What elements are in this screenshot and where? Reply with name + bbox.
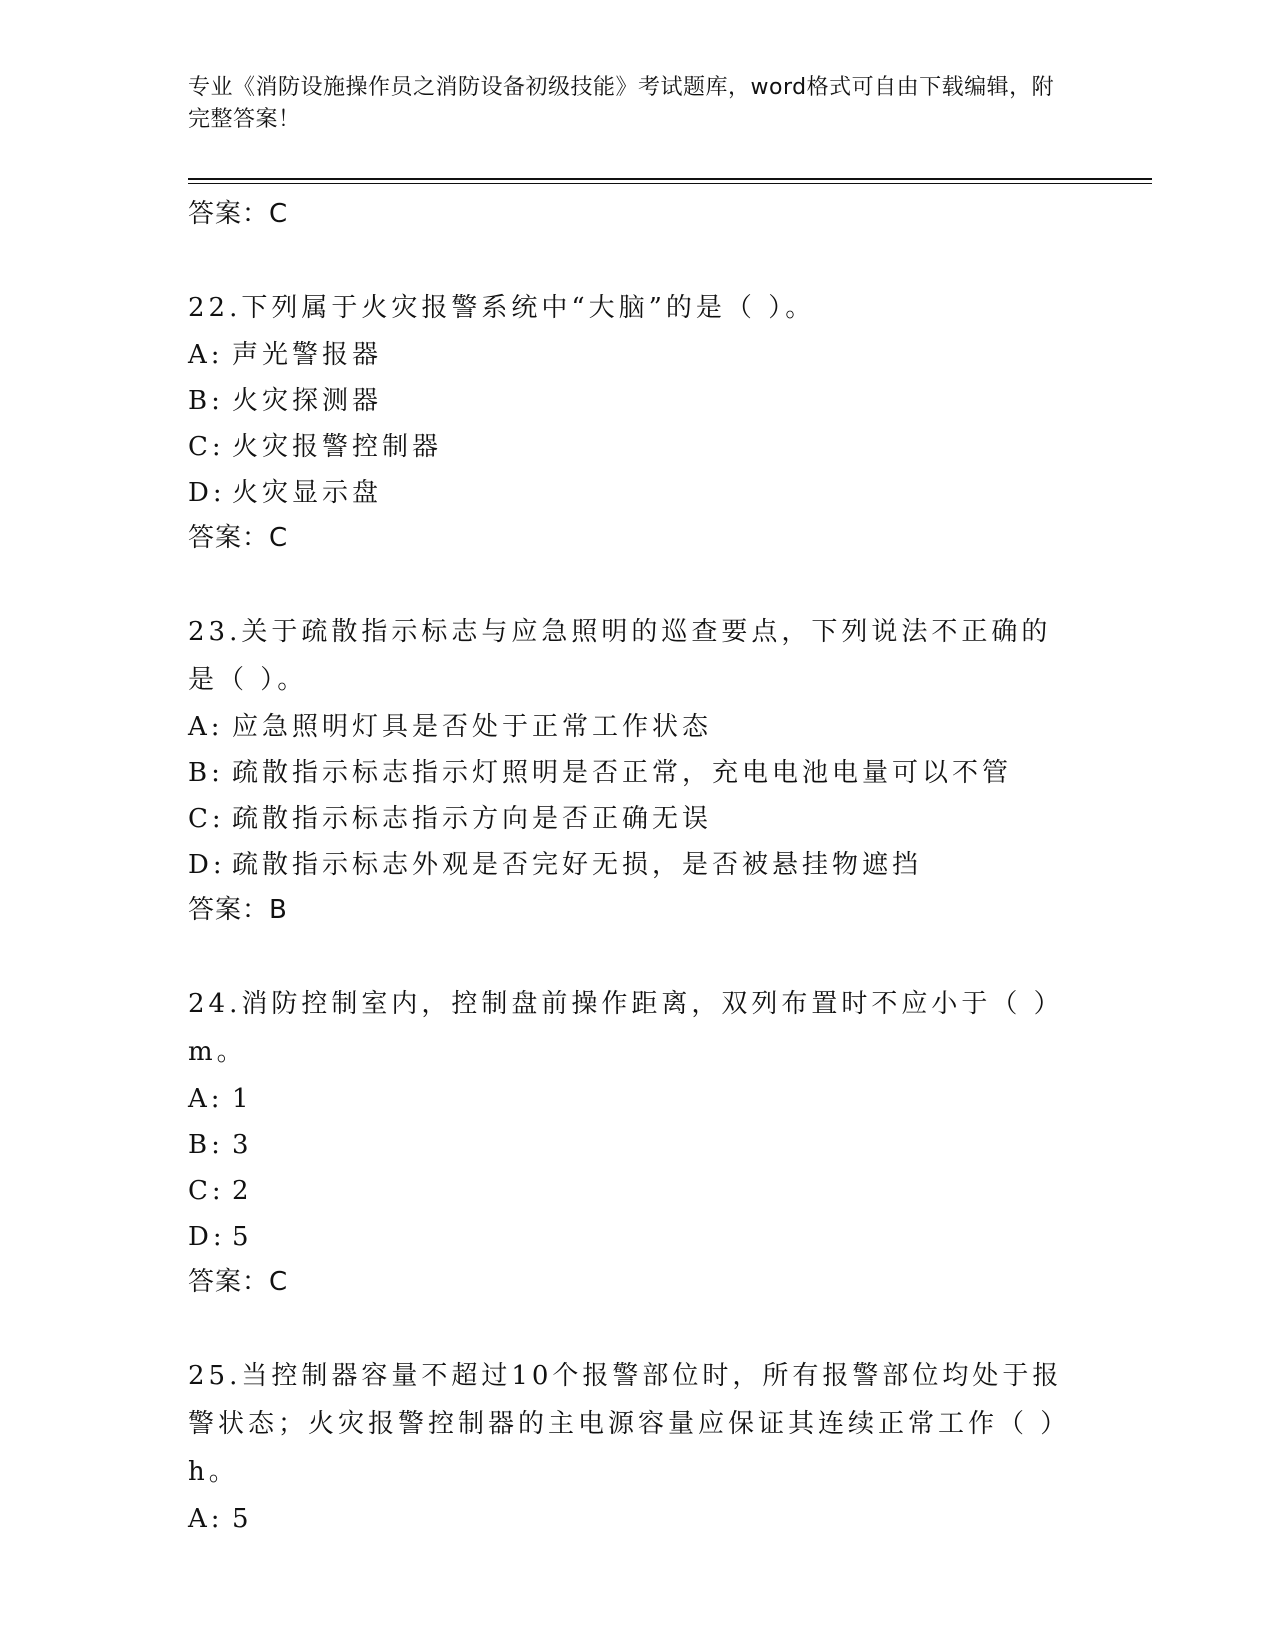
option-letter: C: [188, 804, 225, 834]
option-letter: B: [188, 386, 224, 416]
option-a [188, 332, 1088, 378]
option-letter: C: [188, 1176, 225, 1206]
answer-line: 答案：C [188, 523, 289, 553]
option-text: 2 [232, 1176, 253, 1206]
option-text: 疏散指示标志外观是否完好无损，是否被悬挂物遮挡 [232, 850, 923, 880]
question-stem: 22.下列属于火灾报警系统中“大脑”的是（ ）。 [188, 293, 816, 323]
option-a [188, 1496, 1088, 1542]
option-c [188, 796, 1088, 842]
option-text: 3 [232, 1130, 253, 1160]
option-text: 应急照明灯具是否处于正常工作状态 [232, 712, 713, 742]
option-letter: A: [188, 1504, 224, 1534]
option-letter: A: [188, 1084, 224, 1114]
option-d [188, 842, 1088, 888]
option-text: 声光警报器 [232, 340, 383, 370]
option-text: 疏散指示标志指示方向是否正确无误 [232, 804, 713, 834]
option-letter: B: [188, 1130, 224, 1160]
option-text: 1 [232, 1084, 253, 1114]
option-d [188, 470, 1088, 516]
question-stem: 23.关于疏散指示标志与应急照明的巡查要点，下列说法不正确的是（ ）。 [188, 617, 1052, 695]
option-b [188, 1122, 1088, 1168]
option-letter: A: [188, 712, 224, 742]
option-text: 火灾探测器 [232, 386, 383, 416]
option-b [188, 750, 1088, 796]
option-letter: D: [188, 850, 226, 880]
question-block [188, 608, 1088, 932]
option-a [188, 704, 1088, 750]
option-text: 疏散指示标志指示灯照明是否正常，充电电池电量可以不管 [232, 758, 1013, 788]
header-divider-thin [188, 183, 1152, 184]
option-a [188, 1076, 1088, 1122]
option-letter: A: [188, 340, 224, 370]
option-c [188, 424, 1088, 470]
option-letter: B: [188, 758, 224, 788]
answer-line: 答案：C [188, 199, 289, 229]
answer-line: 答案：C [188, 1267, 289, 1297]
option-letter: D: [188, 1222, 226, 1252]
option-letter: D: [188, 478, 226, 508]
option-text: 火灾报警控制器 [232, 432, 443, 462]
document-header: 专业《消防设施操作员之消防设备初级技能》考试题库，word格式可自由下载编辑，附完整答案！ [188, 75, 1055, 132]
question-block [188, 1352, 1088, 1542]
question-block [188, 980, 1088, 1304]
question-stem: 25.当控制器容量不超过10个报警部位时，所有报警部位均处于报警状态；火灾报警控制器的主电源容量应保证其连续正常工作（ ）h。 [188, 1361, 1063, 1487]
question-stem: 24.消防控制室内，控制盘前操作距离，双列布置时不应小于（ ）m。 [188, 989, 1064, 1067]
document-body [188, 192, 1088, 1542]
header-divider [188, 178, 1152, 180]
option-b [188, 378, 1088, 424]
option-letter: C: [188, 432, 225, 462]
option-text: 5 [232, 1504, 253, 1534]
answer-line: 答案：B [188, 895, 288, 925]
option-text: 5 [232, 1222, 253, 1252]
option-c [188, 1168, 1088, 1214]
option-text: 火灾显示盘 [232, 478, 383, 508]
question-block [188, 284, 1088, 560]
option-d [188, 1214, 1088, 1260]
